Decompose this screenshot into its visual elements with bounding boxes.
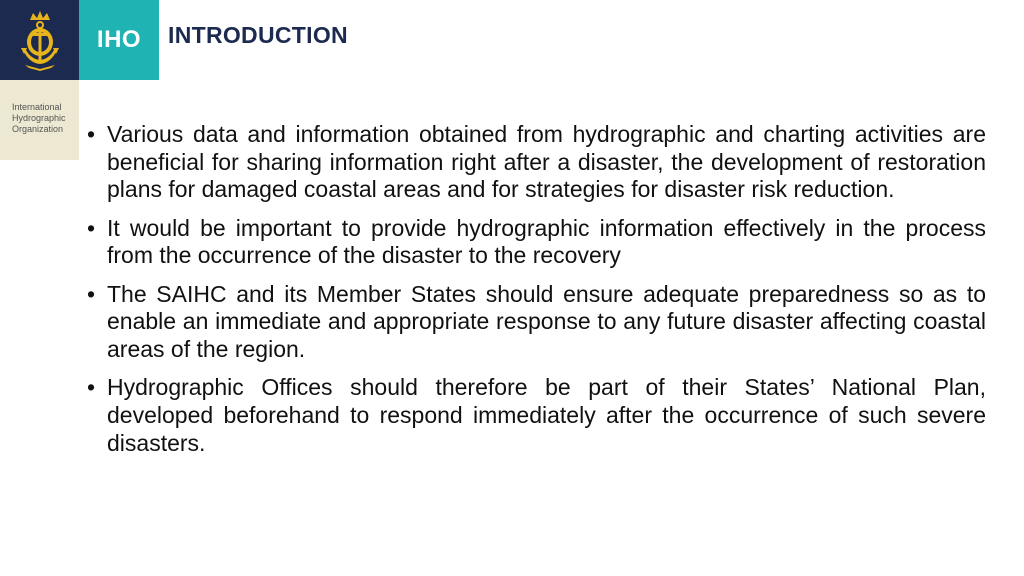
- organization-line: Organization: [12, 124, 64, 134]
- bullet-item: • Hydrographic Offices should therefore be part of their States’ National Plan, developed beforehand to respond immediately after the occurrence of such severe disasters.: [85, 374, 986, 457]
- iho-emblem: [0, 0, 79, 80]
- organization-label: [0, 80, 79, 160]
- bullet-item: • The SAIHC and its Member States should ensure adequate preparedness so as to enable an immediate and appropriate response to any future disaster affecting coastal areas of the region.: [85, 281, 986, 364]
- anchor-emblem-icon: [11, 8, 69, 72]
- page-title: INTRODUCTION: [168, 22, 348, 48]
- iho-brand-badge: IHO: [79, 0, 159, 80]
- bullet-item: • It would be important to provide hydrographic information effectively in the process from the occurrence of the disaster to the recovery: [85, 215, 986, 270]
- organization-line: International: [12, 102, 62, 112]
- bullet-list: [85, 121, 986, 468]
- organization-line: Hydrographic: [12, 113, 66, 123]
- bullet-item: • Various data and information obtained from hydrographic and charting activities are beneficial for sharing information right after a disaster, the development of restoration plans for damaged coastal areas and for strategies for disaster risk reduction.: [85, 121, 986, 204]
